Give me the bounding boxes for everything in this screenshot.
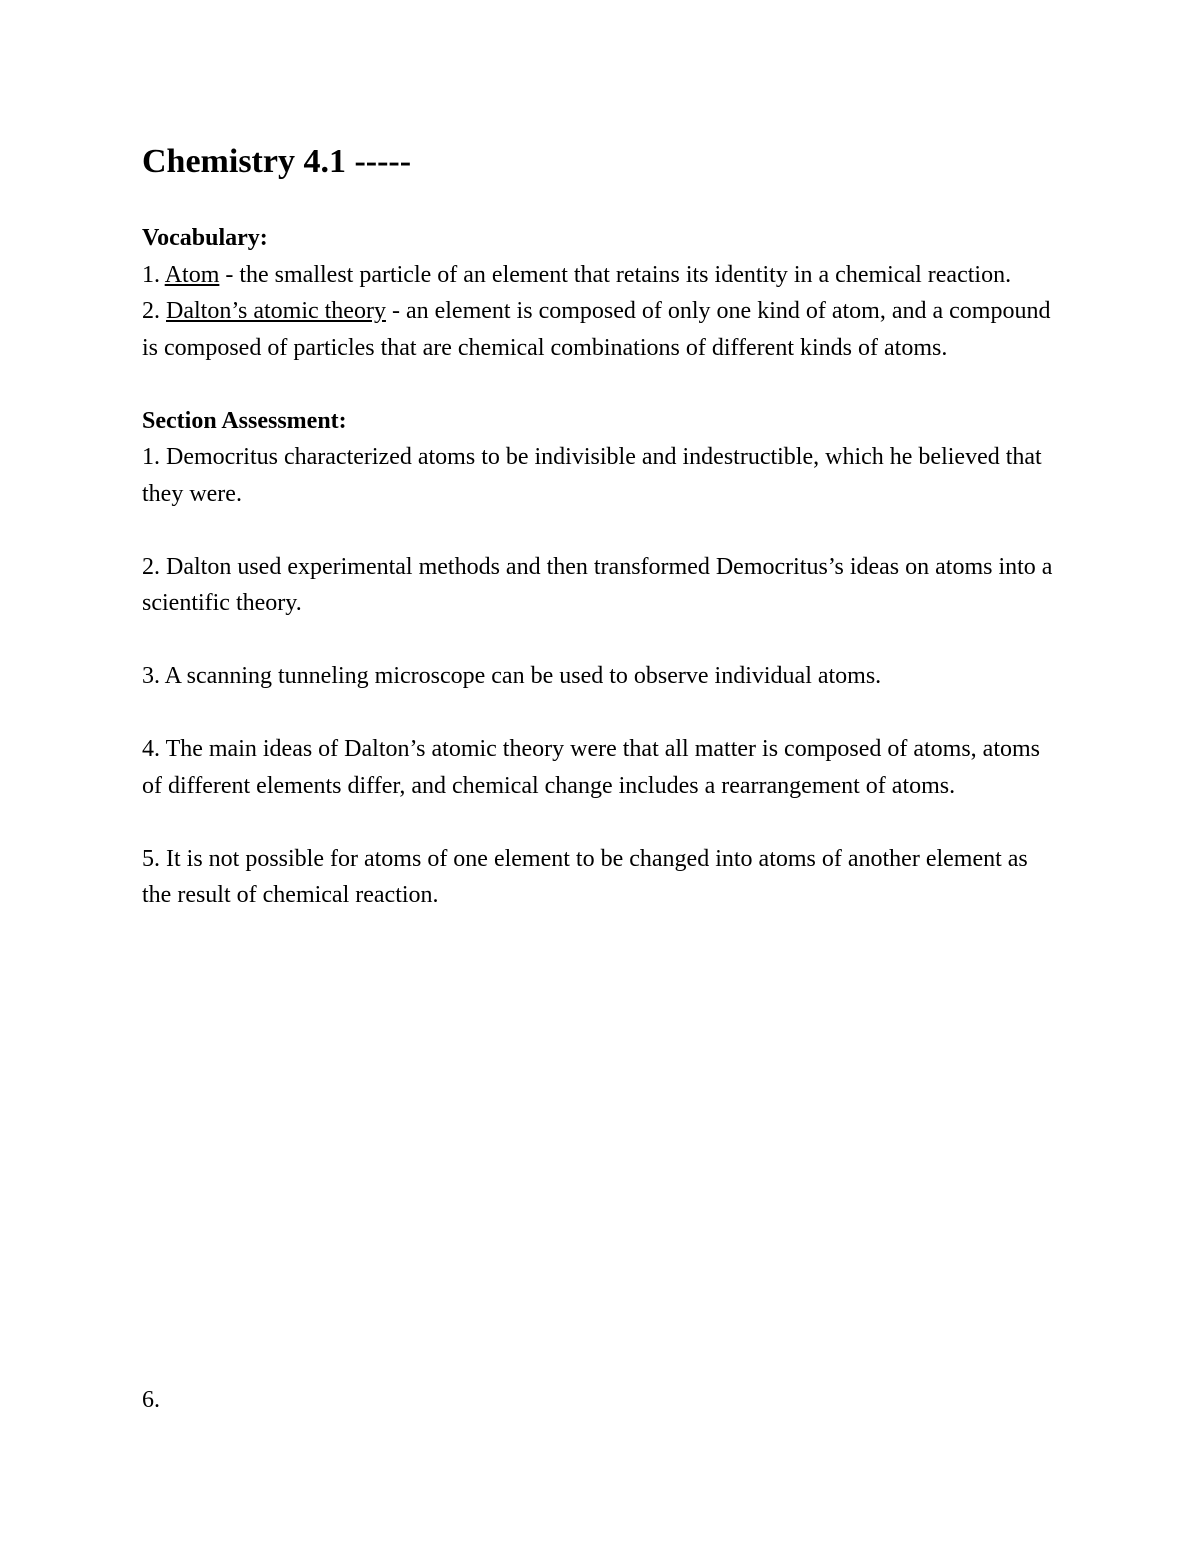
vocabulary-heading: Vocabulary:: [142, 225, 268, 251]
vocabulary-definition: - the smallest particle of an element that retains its identity in a chemical reaction.: [219, 261, 1012, 288]
spacer: [142, 366, 1062, 403]
assessment-answer: 2. Dalton used experimental methods and then transformed Democritus’s ideas on atoms into a scientific theory.: [142, 553, 1053, 616]
assessment-answer-number: 6.: [142, 1387, 160, 1413]
spacer: [142, 512, 1062, 549]
vocabulary-term: Dalton’s atomic theory: [166, 298, 386, 324]
vocabulary-item: [142, 257, 1062, 294]
vocabulary-number: 1.: [142, 261, 165, 288]
assessment-answer: 4. The main ideas of Dalton’s atomic theory were that all matter is composed of atoms, atoms of different elements differ, and chemical change includes a rearrangement of atoms.: [142, 736, 1040, 799]
document-body: [142, 140, 1062, 914]
vocabulary-number: 2.: [142, 298, 166, 324]
vocabulary-item: [142, 293, 1062, 366]
assessment-answer: 3. A scanning tunneling microscope can be used to observe individual atoms.: [142, 663, 882, 689]
spacer: [142, 622, 1062, 659]
assessment-answer: 1. Democritus characterized atoms to be indivisible and indestructible, which he believed that they were.: [142, 444, 1042, 507]
spacer: [142, 804, 1062, 841]
page-title: Chemistry 4.1 -----: [142, 143, 412, 180]
vocabulary-definition: - an element is composed of only one kind of atom, and a compound is composed of particles that are chemical combinations of different kinds of atoms.: [142, 298, 1051, 361]
spacer: [142, 695, 1062, 732]
assessment-answer: 5. It is not possible for atoms of one element to be changed into atoms of another element as the result of chemical reaction.: [142, 845, 1028, 908]
vocabulary-term: Atom: [164, 261, 220, 288]
assessment-heading: Section Assessment:: [142, 407, 347, 434]
